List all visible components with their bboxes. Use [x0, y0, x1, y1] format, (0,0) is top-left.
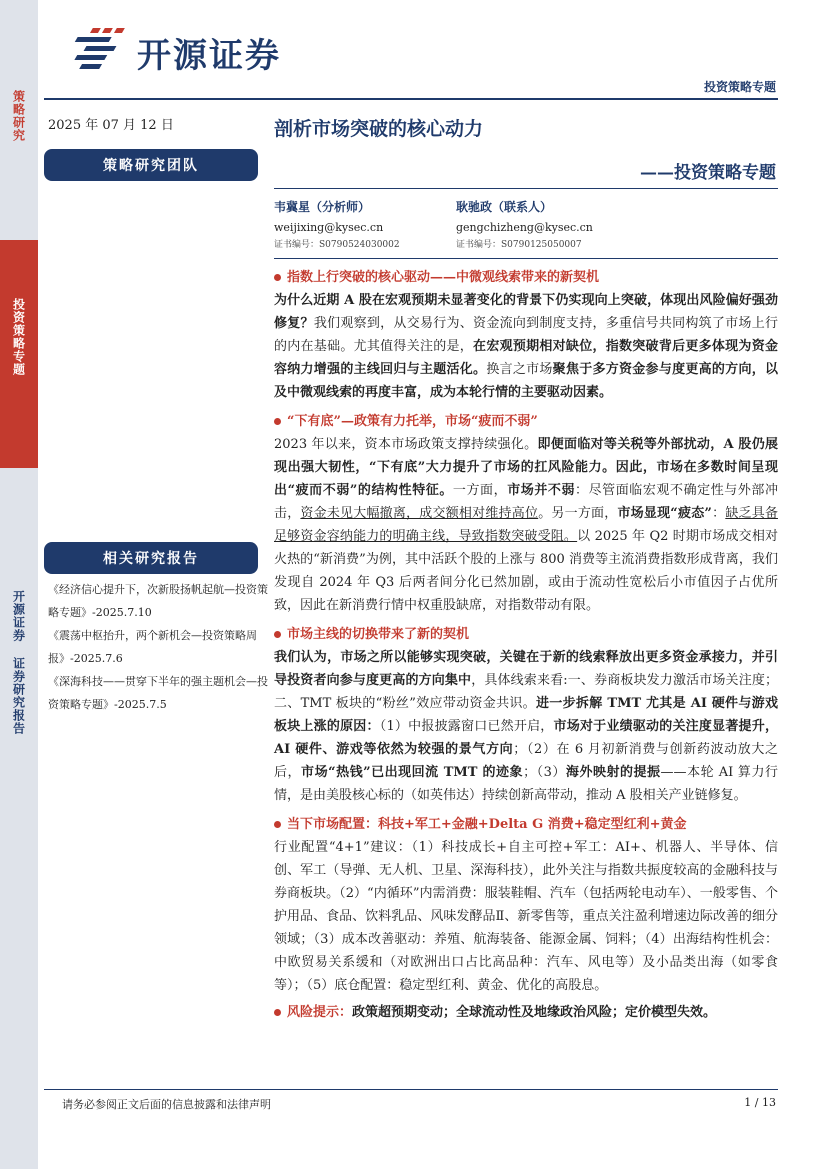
text-run: 资金未见大幅撤离，成交额相对维持高位 — [300, 506, 539, 521]
header-category: 投资策略专题 — [703, 80, 776, 94]
text-run: 以 2025 年 Q2 时期市场成交相对火热的“新消费”为例，其中活跃个股的上涨与 800 消费等主流消费指数形成背离，我们发现自 2024 年 Q3 后两者间分化已然加剧，或由于流动性宽松后小市值因子占优所致，因此在新消费行情中权重股缺席，对指数带动有限。 — [274, 529, 778, 613]
section-heading: 市场主线的切换带来了新的契机 — [274, 623, 778, 646]
sidebar-label-bottom: 开源证券 证券研究报告 — [11, 590, 26, 735]
section-paragraph — [274, 836, 778, 997]
text-run: 我们认为，市场之所以能够实现突破，关键在于新的线索释放出更多资金承接力，并引导投资者向参与度更高的方向集中 — [274, 650, 778, 688]
report-body — [274, 266, 778, 1024]
text-run: ；（3） — [523, 765, 566, 780]
author-email[interactable]: gengchizheng@kysec.cn — [456, 221, 593, 234]
text-run: ，具体线索来看:一、券商板块发力激活市场关注度；二、TMT 板块的“粉丝”效应带动资金共识。 — [274, 673, 778, 711]
text-run: 市场“热钱”已出现回流 TMT 的迹象 — [301, 765, 524, 780]
author-cert: 证书编号：S0790524030002 — [274, 240, 400, 250]
text-run: 在宏观预期相对缺位，指数突破背后更多体现为资金容纳力增强的主线回归与主题活化。 — [274, 339, 778, 377]
text-run: 市场并不弱 — [507, 483, 576, 498]
text-run: 市场显现“疲态” — [617, 506, 712, 521]
header-divider — [44, 98, 778, 100]
author-name: 韦冀星（分析师） — [274, 200, 371, 214]
sidebar-label-top: 策略研究 — [11, 90, 26, 142]
author-card — [456, 198, 656, 250]
text-run: ：尽管面临宏观不确定性与外部冲击， — [274, 483, 778, 521]
text-run: 我们观察到，从交易行为、资金流向到制度支持，多重信号共同构筑了市场上行的内在基础。尤其值得关注的是， — [274, 316, 778, 354]
section-heading: “下有底”—政策有力托举，市场“疲而不弱” — [274, 410, 778, 433]
text-run: ： — [711, 506, 726, 521]
text-run: 市场对于业绩驱动的关注度显著提升，AI 硬件、游戏等依然为较强的景气方向 — [274, 719, 778, 757]
footer-divider — [44, 1089, 778, 1090]
author-card — [274, 198, 454, 250]
bullet-icon — [274, 821, 281, 828]
report-date: 2025 年 07 月 12 日 — [48, 118, 174, 133]
text-run: 缺乏具备足够资金容纳能力的明确主线，导致指数突破受阻。 — [274, 506, 778, 544]
bullet-icon — [274, 418, 281, 425]
text-run: 行业配置“4+1”建议：（1）科技成长+自主可控+军工：AI+、机器人、半导体、信创、军工（导弹、无人机、卫星、深海科技），此外关注与指数共振度较高的金融科技与券商板块。（2）“内循环”内需消费：服装鞋帽、汽车（包括两轮电动车）、一般零售、个护用品、食品、饮料乳品、风味发酵品Ⅱ、新零售等，重点关注盈利增速边际改善的细分领域；（3）成本改善驱动：养殖、航海装备、能源金属、饲料；（4）出海结构性机会：中欧贸易关系缓和（对欧洲出口占比高品种：汽车、风电等）及小品类出海（如零食等）；（5）底仓配置：稳定型红利、黄金、优化的高股息。 — [274, 840, 778, 993]
author-name: 耿驰政（联系人） — [456, 200, 553, 214]
section-heading: 当下市场配置：科技+军工+金融+Delta G 消费+稳定型红利+黄金 — [274, 813, 778, 836]
author-email[interactable]: weijixing@kysec.cn — [274, 221, 384, 234]
text-run: 换言之市场 — [486, 362, 553, 377]
bullet-icon — [274, 1009, 281, 1016]
subtitle-divider — [274, 188, 778, 189]
page-subtitle: ——投资策略专题 — [640, 163, 776, 183]
bullet-icon — [274, 631, 281, 638]
related-report-link[interactable]: 《经济信心提升下，次新股扬帆起航—投资策略专题》-2025.7.10 — [48, 583, 268, 619]
text-run: 。另一方面， — [538, 506, 618, 521]
section-paragraph — [274, 289, 778, 404]
text-run: 一方面， — [452, 483, 508, 498]
section-paragraph — [274, 646, 778, 807]
text-run: 聚焦于多方资金参与度更高的方向，以及中微观线索的再度丰富，成为本轮行情的主要驱动因素。 — [274, 362, 778, 400]
author-cert: 证书编号：S0790125050007 — [456, 240, 582, 250]
page-number: 1 / 13 — [744, 1096, 776, 1109]
bullet-icon — [274, 274, 281, 281]
text-run: 进一步拆解 TMT 尤其是 AI 硬件与游戏板块上涨的原因： — [274, 696, 778, 734]
footer-disclaimer: 请务必参阅正文后面的信息披露和法律声明 — [62, 1098, 271, 1111]
text-run: 2023 年以来，资本市场政策支撑持续强化。 — [274, 437, 538, 452]
sidebar-band-bottom — [0, 468, 38, 1169]
sidebar-label-middle: 投资策略专题 — [11, 298, 26, 376]
brand-name: 开源证券 — [137, 36, 281, 76]
text-run: 为什么近期 A 股在宏观预期未显著变化的背景下仍实现向上突破，体现出风险偏好强劲修复？ — [274, 293, 778, 331]
section-heading: 指数上行突破的核心驱动——中微观线索带来的新契机 — [274, 266, 778, 289]
authors-divider — [274, 258, 778, 259]
risk-warning: 风险提示：政策超预期变动；全球流动性及地缘政治风险；定价模型失效。 — [274, 1001, 778, 1024]
brand-logo-icon — [74, 26, 134, 70]
related-report-link[interactable]: 《震荡中枢抬升，两个新机会—投资策略周报》-2025.7.6 — [48, 629, 257, 665]
text-run: 海外映射的提振 — [565, 765, 661, 780]
text-run: ；（2）在 6 月初新消费与创新药波动放大之后， — [274, 742, 778, 780]
text-run: ——本轮 AI 算力行情，是由美股核心标的（如英伟达）持续创新高带动，推动 A 股相关产业链修复。 — [274, 765, 778, 803]
section-paragraph — [274, 433, 778, 617]
team-label: 策略研究团队 — [44, 149, 258, 181]
related-reports-list — [48, 578, 268, 716]
text-run: 即便面临对等关税等外部扰动，A 股仍展现出强大韧性，“下有底”大力提升了市场的扛风险能力。因此，市场在多数时间呈现出“疲而不弱”的结构性特征。 — [274, 437, 778, 498]
related-reports-label: 相关研究报告 — [44, 542, 258, 574]
text-run: （1）中报披露窗口已然开启， — [379, 719, 554, 734]
related-report-link[interactable]: 《深海科技——贯穿下半年的强主题机会—投资策略专题》-2025.7.5 — [48, 675, 268, 711]
page-title: 剖析市场突破的核心动力 — [274, 118, 484, 140]
